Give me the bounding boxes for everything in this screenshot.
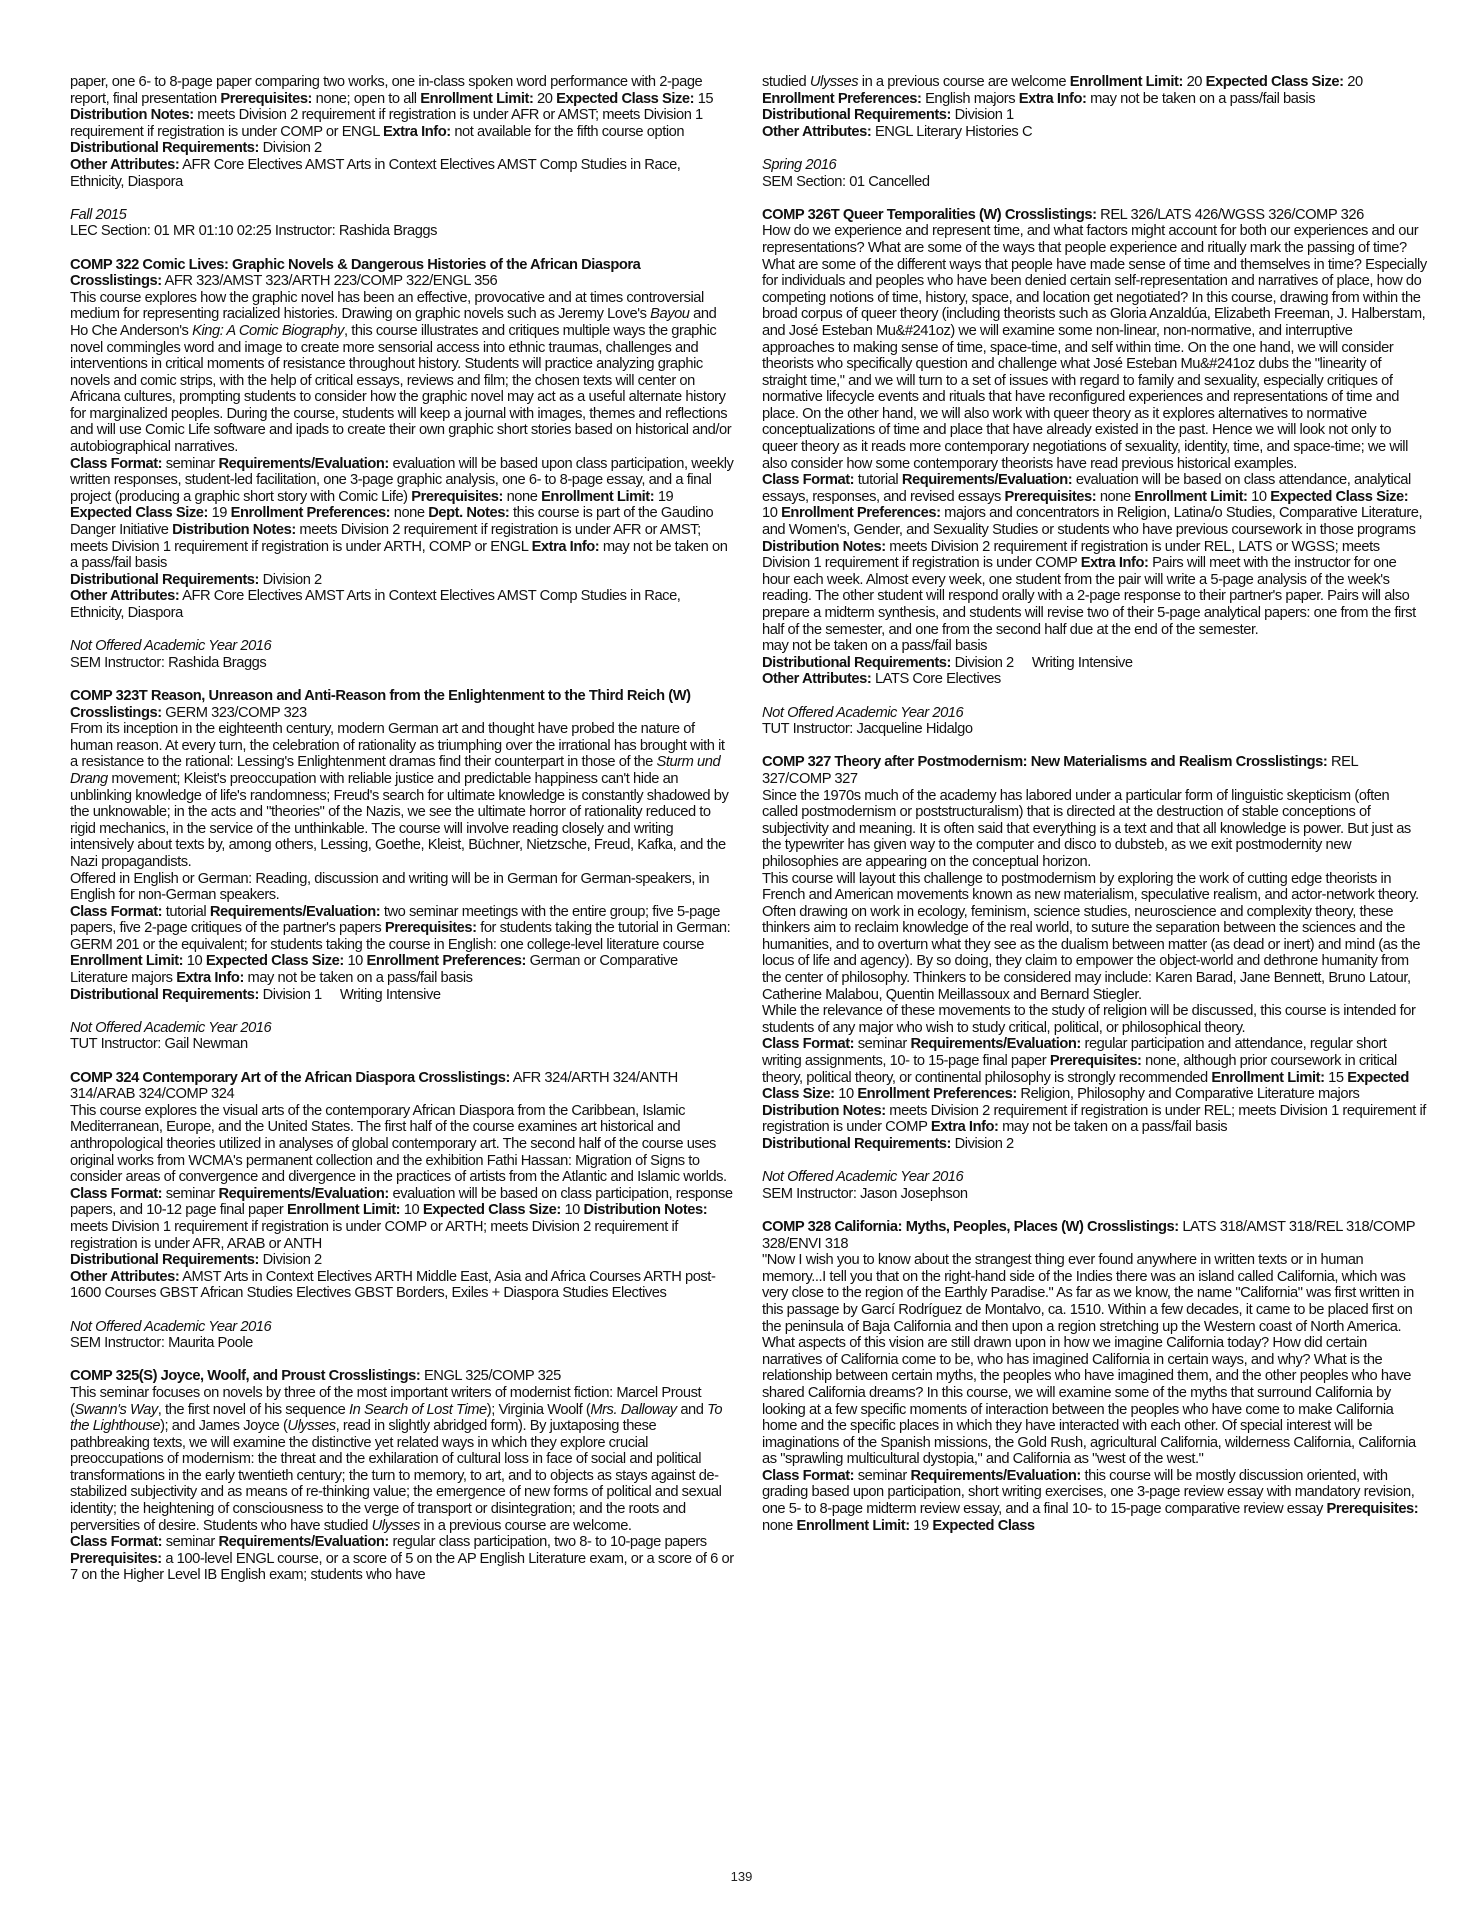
dr-value: Division 2 xyxy=(954,1136,1014,1152)
dr-label: Distributional Requirements: xyxy=(762,654,951,671)
enrollment-preferences-value: majors and concentrators in Religion, Latina/o Studies, Comparative Literature, and Women's, Gender, and Sexuality Studies or students who have previous coursework in those programs xyxy=(762,505,1423,539)
requirements-label: Requirements/Evaluation: xyxy=(218,1185,389,1202)
class-format-value: seminar xyxy=(857,1467,907,1484)
other-attributes xyxy=(70,1269,735,1302)
requirements-label: Requirements/Evaluation: xyxy=(910,1036,1081,1053)
enrollment-limit-label: Enrollment Limit: xyxy=(541,488,655,505)
course-description xyxy=(70,721,735,870)
distribution-notes-value: meets Division 2 requirement if registration is under REL, LATS or WGSS; meets Division 1 requirement if registration is under COMP xyxy=(762,538,1380,572)
class-size-label: Expected Class Size: xyxy=(1270,488,1409,505)
course-title: COMP 324 Contemporary Art of the African Diaspora xyxy=(70,1069,415,1086)
desc-part: , read in slightly abridged form). By juxtaposing these pathbreaking texts, we will examine the distinctive yet related ways in which they explore crucial preoccupations of modernism: the threat and the exhilaration of cultural loss in face of social and political transformations in the early twentieth century; the turn to memory, to art, and to objects as stays against de-stabilized subjectivity and as means of re-thinking value; the emergence of new forms of political and sexual identity; the heightening of consciousness to the verge of transport or disintegration; and the roots and perversities of desire. Students who have studied xyxy=(70,1418,722,1534)
prerequisites-label: Prerequisites: xyxy=(70,1550,162,1567)
term-offered: Spring 2016 xyxy=(762,156,837,173)
other-attributes xyxy=(762,671,1427,688)
enrollment-limit-label: Enrollment Limit: xyxy=(796,1517,910,1534)
pass-fail-note: may not be taken on a pass/fail basis xyxy=(762,638,988,655)
desc-part: , this course illustrates and critiques multiple ways the graphic novel commingles word and image to create more sensorial access into ethnic traumas, challenges and interventions in critical moments of resistance throughout history. Students will practice analyzing graphic novels and comic strips, with the help of critical essays, reviews and film; the chosen texts will center on Africana cultures, prompting students to consider how the graphic novel may act as a useful alternate history for marginalized peoples. During the course, students will keep a journal with images, themes and reflections and will use Comic Life software and ipads to create their own graphic short stories based on historical and/or autobiographical narratives. xyxy=(70,322,732,456)
enrollment-preferences-label: Enrollment Preferences: xyxy=(366,953,526,970)
crosslistings-label: Crosslistings: xyxy=(70,704,162,721)
course-heading xyxy=(70,1070,735,1103)
oa-label: Other Attributes: xyxy=(762,671,872,688)
prerequisites-label: Prerequisites: xyxy=(1326,1501,1419,1518)
left-column xyxy=(70,74,735,1584)
prerequisites-label: Prerequisites: xyxy=(220,90,313,107)
course-comp-327 xyxy=(762,754,1427,1202)
course-details xyxy=(762,74,1427,107)
dr-value: Division 2 xyxy=(262,1252,322,1269)
course-heading xyxy=(70,1368,735,1385)
extra-info-label: Extra Info: xyxy=(1080,555,1149,572)
enrollment-limit-value: 10 xyxy=(403,1202,420,1219)
crosslistings-value: LATS 318/AMST 318/REL 318/COMP 328/ENVI 318 xyxy=(762,1218,1415,1252)
book-title: Mrs. Dalloway xyxy=(590,1401,677,1418)
extra-info-label: Extra Info: xyxy=(531,538,600,555)
crosslistings-label: Crosslistings: xyxy=(1235,754,1328,771)
enrollment-limit-value: 19 xyxy=(913,1517,929,1534)
class-format-value: seminar xyxy=(165,1185,215,1202)
class-size-label: Expected Class Size: xyxy=(70,505,208,522)
crosslistings-label: Crosslistings: xyxy=(70,273,162,290)
enrollment-preferences-label: Enrollment Preferences: xyxy=(781,505,941,522)
distributional-requirements xyxy=(70,140,735,157)
dr-label: Distributional Requirements: xyxy=(70,1252,259,1269)
book-title: In Search of Lost Time xyxy=(349,1401,487,1418)
extra-info-value: may not be taken on a pass/fail basis xyxy=(1090,90,1316,107)
page-number: 139 xyxy=(730,1869,753,1884)
requirements-value: two seminar meetings with the entire group; five 5-page papers, five 2-page critiques of the partner's papers xyxy=(70,903,720,937)
comp-325s-continuation xyxy=(762,74,1427,190)
extra-info-value: may not be taken on a pass/fail basis xyxy=(247,970,473,987)
section-info: TUT Instructor: Gail Newman xyxy=(70,1036,248,1053)
oa-label: Other Attributes: xyxy=(70,1268,180,1285)
course-title: COMP 326T Queer Temporalities (W) xyxy=(762,206,1002,223)
enrollment-preferences-value: English majors xyxy=(925,90,1016,107)
term-offered: Not Offered Academic Year 2016 xyxy=(70,1318,272,1335)
section-info: SEM Instructor: Rashida Braggs xyxy=(70,654,267,671)
other-attributes xyxy=(70,588,735,621)
desc-part: This seminar focuses on novels by three of the most important writers of modernist fiction: Marcel Proust ( xyxy=(70,1384,702,1418)
enrollment-preferences-label: Enrollment Preferences: xyxy=(762,90,922,107)
section-info: TUT Instructor: Jacqueline Hidalgo xyxy=(762,721,973,738)
crosslistings-value: ENGL 325/COMP 325 xyxy=(423,1368,561,1385)
class-format-value: seminar xyxy=(165,455,215,472)
enrollment-preferences-label: Enrollment Preferences: xyxy=(857,1086,1017,1103)
term-offered: Fall 2015 xyxy=(70,206,127,223)
extra-info-label: Extra Info: xyxy=(176,970,244,987)
distribution-notes-value: meets Division 2 requirement if registration is under REL; meets Division 1 requirement if registration is under COMP xyxy=(762,1102,1426,1136)
class-size-label: Expected Class Size: xyxy=(762,1069,1409,1103)
book-title: Ulysses xyxy=(809,74,859,90)
extra-info-value: not available for the fifth course option xyxy=(454,123,685,140)
course-description xyxy=(70,290,735,456)
enrollment-limit-label: Enrollment Limit: xyxy=(1134,488,1248,505)
crosslistings-label: Crosslistings: xyxy=(328,1368,421,1385)
course-details xyxy=(762,1468,1427,1534)
distributional-requirements xyxy=(762,655,1427,672)
class-size-value: 10 xyxy=(564,1202,580,1219)
enrollment-limit-label: Enrollment Limit: xyxy=(1211,1069,1325,1086)
distributional-requirements xyxy=(70,987,735,1004)
enrollment-limit-label: Enrollment Limit: xyxy=(1069,74,1183,90)
course-description-2: This course will layout this challenge to postmodernism by exploring the work of cutting edge theorists in French and American movements known as new materialism, speculative realism, and actor-network theory. Often drawing on work in ecology, feminism, science studies, neuroscience and complexity theory, these thinkers aim to reclaim knowledge of the real world, to suture the separation between the sciences and the humanities, and to overturn what they see as the dualism between matter (as dead or inert) and mind (as the locus of life and agency). By so doing, they claim to empower the object-world and dethrone humanity from the center of philosophy. Thinkers to be considered may include: Karen Barad, Jane Bennett, Bruno Latour, Catherine Malabou, Quentin Meillassoux and Bernard Stiegler. xyxy=(762,870,1421,1003)
class-size-label: Expected Class Size: xyxy=(556,90,695,107)
class-format-value: tutorial xyxy=(857,472,899,489)
extra-info-label: Extra Info: xyxy=(930,1119,999,1136)
enrollment-preferences-value: German or Comparative Literature majors xyxy=(70,953,678,987)
oa-label: Other Attributes: xyxy=(762,123,872,140)
class-size-label: Expected Class xyxy=(932,1517,1035,1534)
class-format-label: Class Format: xyxy=(70,1534,163,1551)
distribution-notes-label: Distribution Notes: xyxy=(583,1202,708,1219)
class-size-value: 15 xyxy=(697,90,714,107)
course-description-3: While the relevance of these movements to the study of religion will be discussed, this course is intended for students of any major who wish to study critical, political, or philosophical theory. xyxy=(762,1003,1416,1036)
desc-part: and Ho Che Anderson's xyxy=(70,306,717,339)
class-format-value: seminar xyxy=(165,1534,215,1551)
requirements-value: evaluation will be based on class attendance, analytical essays, responses, and revised essays xyxy=(762,472,1411,505)
term-offered: Not Offered Academic Year 2016 xyxy=(762,704,964,721)
course-description: This course explores the visual arts of the contemporary African Diaspora from the Caribbean, Islamic Mediterranean, Europe, and the United States. The first half of the course examines art historical and anthropological theories utilized in analyses of global contemporary art. The second half of the course uses original works from WCMA's permanent collection and the exhibition Fathi Hassan: Migration of Signs to consider areas of convergence and divergence in the practices of artists from the Atlantic and Islamic worlds. xyxy=(70,1102,727,1186)
course-title: COMP 322 Comic Lives: Graphic Novels & Dangerous Histories of the African Diaspora xyxy=(70,256,641,273)
class-format-label: Class Format: xyxy=(70,903,163,920)
section-info: SEM Instructor: Maurita Poole xyxy=(70,1335,253,1352)
enrollment-limit-value: 15 xyxy=(1328,1069,1344,1086)
class-format-value: seminar xyxy=(857,1036,907,1053)
oa-value: ENGL Literary Histories C xyxy=(874,123,1033,140)
dr-value: Division 2 xyxy=(262,571,322,588)
dr-value: Division 2 xyxy=(262,140,322,157)
class-format-label: Class Format: xyxy=(762,1467,855,1484)
prerequisites-value: none; open to all xyxy=(315,90,417,107)
prerequisites-label: Prerequisites: xyxy=(384,920,477,937)
enrollment-limit-label: Enrollment Limit: xyxy=(287,1202,401,1219)
prerequisites-value: none xyxy=(1099,488,1131,505)
class-size-value: 19 xyxy=(211,505,228,522)
distribution-notes-label: Distribution Notes: xyxy=(172,522,296,539)
dept-notes-value: this course is part of the Gaudino Danger Initiative xyxy=(70,505,714,539)
requirements-label: Requirements/Evaluation: xyxy=(209,903,381,920)
course-comp-324 xyxy=(70,1070,735,1352)
dr-label: Distributional Requirements: xyxy=(762,107,951,124)
desc-part: ); Virginia Woolf ( xyxy=(486,1401,591,1418)
section-info: SEM Instructor: Jason Josephson xyxy=(762,1185,968,1202)
enrollment-limit-value: 20 xyxy=(537,90,553,107)
enrollment-limit-label: Enrollment Limit: xyxy=(70,953,184,970)
course-details xyxy=(70,1534,735,1584)
course-details xyxy=(70,1186,735,1252)
course-heading xyxy=(762,754,1427,787)
crosslistings-value: AFR 324/ARTH 324/ANTH 314/ARAB 324/COMP 324 xyxy=(70,1069,678,1103)
class-size-value: 10 xyxy=(762,505,778,522)
right-column xyxy=(762,74,1427,1534)
other-attributes xyxy=(70,157,735,190)
prerequisites-value: none, although prior coursework in critical theory, political theory, or continental philosophy is strongly recommended xyxy=(762,1053,1397,1086)
enrollment-limit-value: 20 xyxy=(1186,74,1202,90)
class-format-label: Class Format: xyxy=(762,1036,855,1053)
section-info: SEM Section: 01 Cancelled xyxy=(762,173,930,190)
requirements-label: Requirements/Evaluation: xyxy=(218,1534,389,1551)
course-details xyxy=(762,472,1427,638)
book-title: King: A Comic Biography xyxy=(192,322,344,339)
course-description: Since the 1970s much of the academy has labored under a particular form of linguistic skepticism (often called postmodernism or poststructuralism) that is directed at the destruction of stable conceptions of subjectivity and meaning. It is often said that everything is a text and that all knowledge is power. But just as the typewriter has given way to the computer and disco to dubsteb, as we exit postmodernity new philosophies are appearing on the conceptual horizon. xyxy=(762,787,1411,870)
course-details xyxy=(70,74,735,140)
course-comp-328 xyxy=(762,1219,1427,1534)
distributional-requirements xyxy=(70,572,735,589)
requirements-text: paper, one 6- to 8-page paper comparing two works, one in-class spoken word performance with 2-page report, final presentation xyxy=(70,74,703,107)
term-offered: Not Offered Academic Year 2016 xyxy=(762,1169,964,1186)
section-info: LEC Section: 01 MR 01:10 02:25 Instructor: Rashida Braggs xyxy=(70,223,438,240)
enrollment-preferences-value: none xyxy=(393,505,425,522)
class-format-value: tutorial xyxy=(165,903,207,920)
book-title: Swann's Way xyxy=(74,1401,158,1418)
course-description: "Now I wish you to know about the strangest thing ever found anywhere in written texts or in human memory...I tell you that on the right-hand side of the Indies there was an island called California, which was very close to the region of the Earthly Paradise." As far as we know, the name "California" was first written in this passage by Garcí Rodríguez de Montalvo, ca. 1510. Within a few decades, it came to be placed first on the peninsula of Baja California and then upon a region stretching up the Western coast of North America. What aspects of this vision are still drawn upon in how we imagine California today? How did certain narratives of California come to be, who has imagined California in certain ways, and why? What is the relationship between certain myths, the peoples who have imagined them, and the other peoples who have shared California dreams? In this course, we will examine some of the myths that surround California by looking at a few specific moments of interaction between the peoples who have come to make California home and the specific places in which they have interacted with each other. Of special interest will be imaginations of the Spanish missions, the Gold Rush, agricultural California, wilderness California, California as "sprawling multicultural dystopia," and California as "west of the west." xyxy=(762,1252,1416,1468)
distribution-notes-label: Distribution Notes: xyxy=(70,107,194,124)
course-title: COMP 328 California: Myths, Peoples, Places (W) xyxy=(762,1218,1084,1235)
crosslistings-value: REL 326/LATS 426/WGSS 326/COMP 326 xyxy=(1100,206,1364,223)
class-size-label: Expected Class Size: xyxy=(205,953,344,970)
crosslistings-value: AFR 323/AMST 323/ARTH 223/COMP 322/ENGL 356 xyxy=(164,273,498,290)
dr-label: Distributional Requirements: xyxy=(762,1136,951,1152)
book-title: Ulysses xyxy=(287,1418,336,1435)
course-details xyxy=(70,904,735,987)
desc-part: ); and James Joyce ( xyxy=(160,1418,288,1435)
course-heading xyxy=(70,257,735,290)
class-format-label: Class Format: xyxy=(70,455,163,472)
prerequisites-value: for students taking the tutorial in German: GERM 201 or the equivalent; for students taking the course in English: one college-level literature course xyxy=(70,920,731,953)
term-offered: Not Offered Academic Year 2016 xyxy=(70,1019,272,1036)
course-comp-323t xyxy=(70,688,735,1053)
desc-part: This course explores how the graphic novel has been an effective, provocative and at times controversial medium for representing racialized histories. Drawing on graphic novels such as Jeremy Love's xyxy=(70,289,704,323)
distribution-notes-label: Distribution Notes: xyxy=(762,538,886,555)
desc-part: and xyxy=(680,1401,704,1418)
dr-label: Distributional Requirements: xyxy=(70,571,259,588)
movement-title: Sturm und Drang xyxy=(70,754,721,787)
oa-value: AFR Core Electives AMST Arts in Context Electives AMST Comp Studies in Race, Ethnicity, Diaspora xyxy=(70,588,681,621)
extra-info-value: may not be taken on a pass/fail basis xyxy=(70,538,728,572)
enrollment-limit-value: 10 xyxy=(1251,488,1267,505)
distribution-notes-label: Distribution Notes: xyxy=(762,1102,886,1119)
oa-value: AFR Core Electives AMST Arts in Context Electives AMST Comp Studies in Race, Ethnicity, Diaspora xyxy=(70,156,681,190)
enrollment-limit-label: Enrollment Limit: xyxy=(420,90,534,107)
desc-part: , the first novel of his sequence xyxy=(157,1401,346,1418)
oa-value: LATS Core Electives xyxy=(874,671,1001,688)
requirements-value: evaluation will be based on class participation, response papers, and 10-12 page final paper xyxy=(70,1185,733,1219)
class-format-label: Class Format: xyxy=(762,472,855,489)
distribution-notes-value: meets Division 2 requirement if registration is under AFR or AMST; meets Division 1 requirement if registration is under COMP or ENGL xyxy=(70,107,703,140)
crosslistings-label: Crosslistings: xyxy=(1004,206,1097,223)
requirements-value: regular participation and attendance, regular short writing assignments, 10- to 15-page final paper xyxy=(762,1036,1387,1070)
course-heading xyxy=(762,207,1427,224)
desc-part: From its inception in the eighteenth century, modern German art and thought have probed the nature of human reason. At every turn, the celebration of rationality as triumphing over the irrational has brought with it a resistance to the rational: Lessing's Enlightenment dramas find their counterpart in those of the xyxy=(70,721,725,771)
course-description xyxy=(70,1385,735,1534)
prerequisites-value: a 100-level ENGL course, or a score of 5 on the AP English Literature exam, or a score of 6 or 7 on the Higher Level IB English exam; students who have xyxy=(70,1550,734,1584)
prerequisites-value: none xyxy=(506,488,538,505)
desc-part: movement; Kleist's preoccupation with reliable justice and predictable happiness can't hide an unblinking knowledge of life's randomness; Freud's search for ultimate knowledge is constantly shadowed by the unknowable; in the acts and "theories" of the Nazis, we see the ultimate horror of rationality reduced to rigid mechanics, in the service of the unthinkable. The course will involve reading closely and writing intensively about texts by, among others, Lessing, Goethe, Kleist, Büchner, Nietzsche, Freud, Kafka, and the Nazi propagandists. xyxy=(70,770,729,870)
enrollment-preferences-value: Religion, Philosophy and Comparative Literature majors xyxy=(1020,1086,1360,1103)
requirements-label: Requirements/Evaluation: xyxy=(901,472,1073,489)
extra-info-label: Extra Info: xyxy=(383,123,451,140)
course-comp-325s xyxy=(70,1368,735,1584)
comp-321-continuation xyxy=(70,74,735,240)
extra-info-value: may not be taken on a pass/fail basis xyxy=(1002,1119,1228,1136)
enrollment-preferences-label: Enrollment Preferences: xyxy=(230,505,391,522)
dr-value: Division 1 xyxy=(954,107,1014,124)
course-comp-322 xyxy=(70,257,735,672)
dr-label: Distributional Requirements: xyxy=(70,986,259,1003)
oa-label: Other Attributes: xyxy=(70,588,180,605)
distributional-requirements xyxy=(70,1252,735,1269)
desc-part: in a previous course are welcome. xyxy=(423,1517,632,1534)
course-heading xyxy=(70,688,735,721)
crosslistings-label: Crosslistings: xyxy=(1087,1218,1179,1235)
dr-value: Division 2 Writing Intensive xyxy=(954,654,1133,671)
class-size-value: 10 xyxy=(838,1086,854,1103)
crosslistings-value: REL 327/COMP 327 xyxy=(762,754,1358,787)
book-title: Ulysses xyxy=(371,1517,420,1534)
desc-part: studied xyxy=(762,74,807,90)
prerequisites-label: Prerequisites: xyxy=(411,488,503,505)
prerequisites-value: none xyxy=(762,1517,793,1534)
other-attributes xyxy=(762,124,1427,141)
extra-info-label: Extra Info: xyxy=(1018,90,1087,107)
oa-value: AMST Arts in Context Electives ARTH Middle East, Asia and Africa Courses ARTH post-1600 Courses GBST African Studies Electives GBST Borders, Exiles + Diaspora Studies Electives xyxy=(70,1268,716,1302)
prerequisites-label: Prerequisites: xyxy=(1049,1053,1142,1070)
requirements-label: Requirements/Evaluation: xyxy=(218,455,389,472)
enrollment-limit-value: 19 xyxy=(657,488,674,505)
dr-label: Distributional Requirements: xyxy=(70,140,259,157)
class-size-value: 20 xyxy=(1347,74,1363,90)
course-description: How do we experience and represent time, and what factors might account for both our experiences and our representations? What are some of the ways that people experience and ritually mark the passing of time? What are some of the different ways that people have made sense of time and themselves in time? Especially for individuals and peoples who have been denied certain self-representation and narratives of place, how do competing notions of time, history, space, and location get negotiated? In this course, drawing from within the broad corpus of queer theory (including theorists such as Gloria Anzaldúa, Elizabeth Freeman, J. Halberstam, and José Esteban Mu&#241oz) we will examine some non-linear, non-normative, and interruptive approaches to making sense of time, space-time, and self within time. On the one hand, we will consider theorists who specifically question and challenge what José Esteban Mu&#241oz dubs the "linearity of straight time," and we will turn to a set of issues with regard to family and sexuality, especially critiques of normative lifecycle events and rituals that have reconfigured experiences and representations of time and place. On the other hand, we will also work with queer theory as it explores alternatives to normative conceptualizations of time and place that have already existed in the past. Hence we will look not only to queer theory as it reads more contemporary negotiations of sexuality, identity, time, and space-time; we will also consider how some contemporary theorists have read previous historical examples. xyxy=(762,223,1427,472)
course-comp-326t xyxy=(762,207,1427,738)
book-title: Bayou xyxy=(650,306,690,323)
distributional-requirements xyxy=(762,1136,1427,1153)
requirements-value: this course will be mostly discussion oriented, with grading based upon participation, short writing exercises, one 3-page review essay with mandatory revision, one 5- to 8-page midterm review essay, and a final 10- to 15-page comparative review essay xyxy=(762,1467,1415,1518)
enrollment-limit-value: 10 xyxy=(186,953,203,970)
course-details xyxy=(762,1036,1427,1136)
class-format-label: Class Format: xyxy=(70,1185,163,1202)
oa-label: Other Attributes: xyxy=(70,156,180,173)
course-title: COMP 323T Reason, Unreason and Anti-Reason from the Enlightenment to the Third Reich (W) xyxy=(70,687,691,704)
dr-value: Division 1 Writing Intensive xyxy=(262,986,441,1003)
language-note: Offered in English or German: Reading, discussion and writing will be in German for German-speakers, in English for non-German speakers. xyxy=(70,870,710,904)
requirements-value: evaluation will be based upon class participation, weekly written responses, student-led facilitation, one 3-page graphic analysis, one 6- to 8-page essay, and a final project (producing a graphic short story with Comic Life) xyxy=(70,455,734,505)
distribution-notes-value: meets Division 2 requirement if registration is under AFR or AMST; meets Division 1 requirement if registration is under ARTH, COMP or ENGL xyxy=(70,522,701,555)
crosslistings-label: Crosslistings: xyxy=(418,1069,510,1086)
class-size-value: 10 xyxy=(347,953,363,970)
distributional-requirements xyxy=(762,107,1427,124)
course-heading xyxy=(762,1219,1427,1252)
requirements-label: Requirements/Evaluation: xyxy=(910,1467,1081,1484)
class-size-label: Expected Class Size: xyxy=(422,1202,561,1219)
desc-part: in a previous course are welcome xyxy=(861,74,1067,90)
course-title: COMP 327 Theory after Postmodernism: New Materialisms and Realism xyxy=(762,754,1233,771)
requirements-value: regular class participation, two 8- to 10-page papers xyxy=(392,1534,707,1551)
crosslistings-value: GERM 323/COMP 323 xyxy=(165,704,307,721)
prerequisites-label: Prerequisites: xyxy=(1004,488,1097,505)
distribution-notes-value: meets Division 1 requirement if registration is under COMP or ARTH; meets Division 2 requirement if registration is under AFR, ARAB or ANTH xyxy=(70,1218,678,1252)
dept-notes-label: Dept. Notes: xyxy=(428,505,510,522)
course-details xyxy=(70,456,735,572)
class-size-label: Expected Class Size: xyxy=(1205,74,1344,90)
term-offered: Not Offered Academic Year 2016 xyxy=(70,638,272,655)
extra-info-value: Pairs will meet with the instructor for one hour each week. Almost every week, one student from the pair will write a 5-page analysis of the week's reading. The other student will respond orally with a 2-page response to their partner's paper. Pairs will also prepare a midterm synthesis, and students will revise two of their 5-page analytical papers: one from the first half of the semester, and one from the second half due at the end of the semester. xyxy=(762,555,1416,638)
book-title: To the Lighthouse xyxy=(70,1401,723,1435)
course-title: COMP 325(S) Joyce, Woolf, and Proust xyxy=(70,1368,326,1385)
